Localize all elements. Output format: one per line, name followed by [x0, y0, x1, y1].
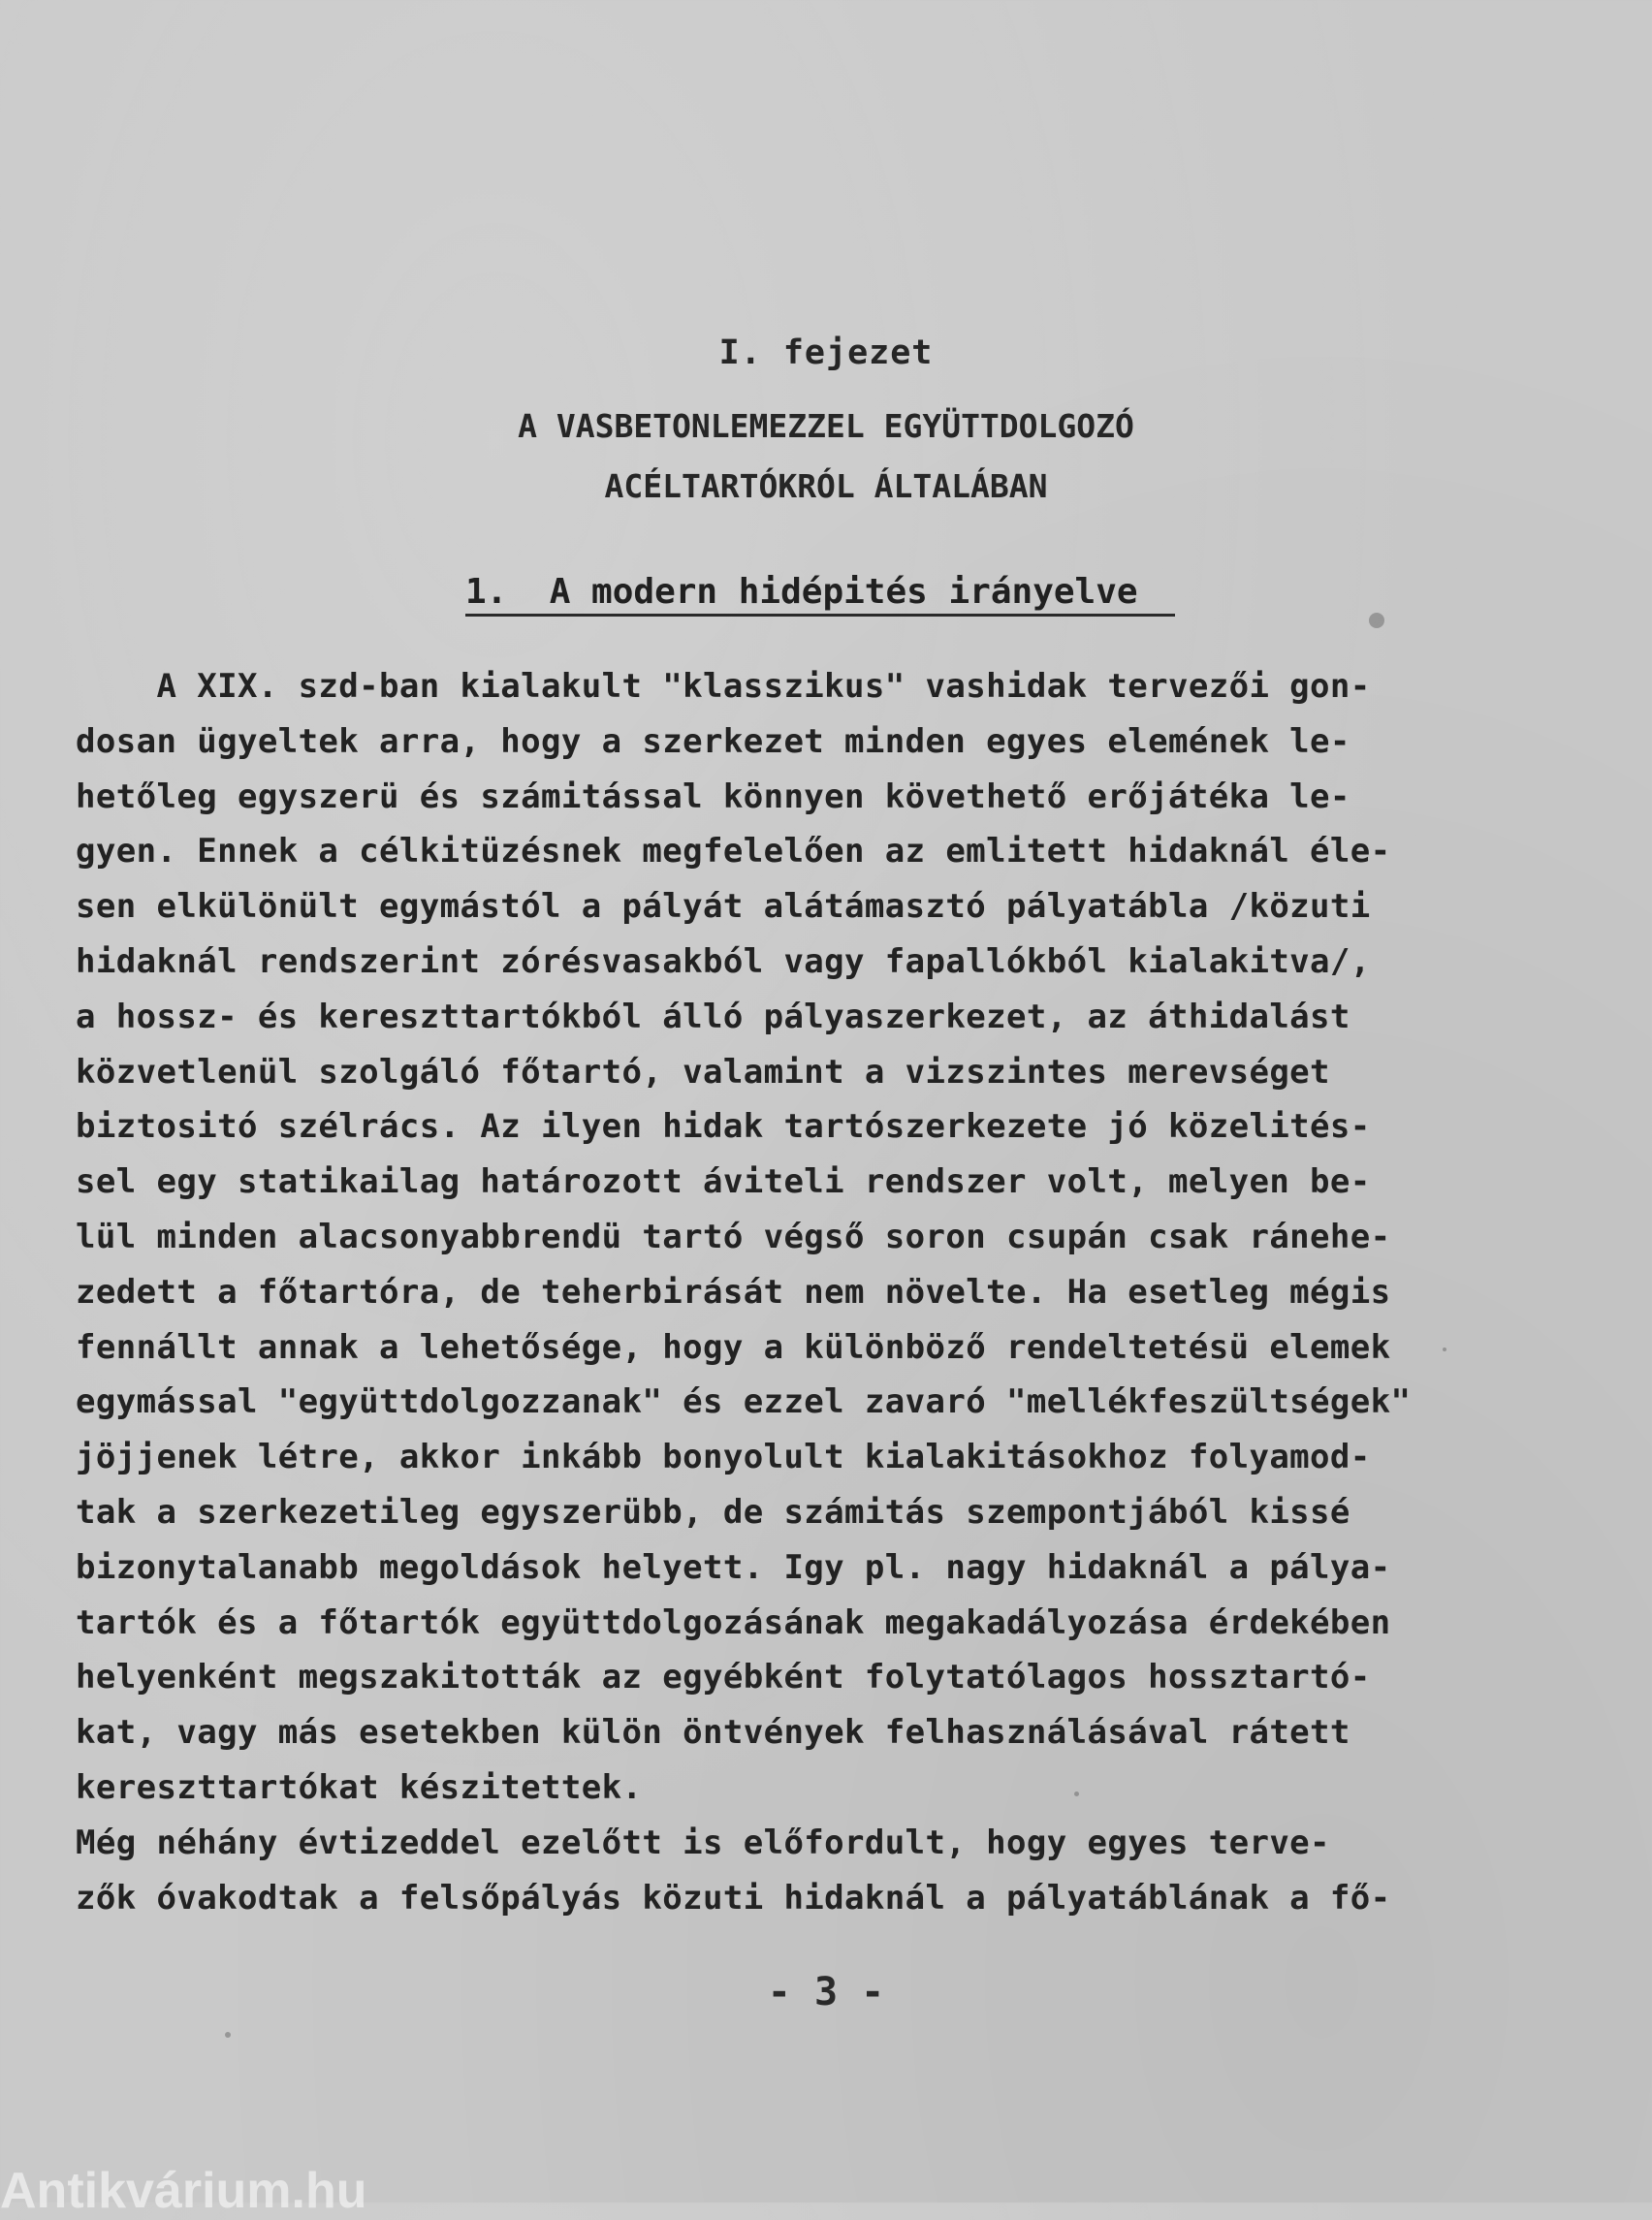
body-line: lül minden alacsonyabbrendü tartó végső soron csupán csak ránehe- [76, 1217, 1391, 1256]
page-number: - 3 - [767, 1970, 885, 2014]
body-line: helyenként megszakitották az egyébként folytatólagos hossztartó- [76, 1658, 1371, 1697]
body-line: Még néhány évtizeddel ezelőtt is előfordult, hogy egyes terve- [76, 1823, 1330, 1862]
body-line: tak a szerkezetileg egyszerübb, de számitás szempontjából kissé [76, 1492, 1350, 1532]
paper-speck [1074, 1792, 1079, 1796]
body-line: zők óvakodtak a felsőpályás közuti hidaknál a pályatáblának a fő- [76, 1878, 1391, 1918]
body-line: A XIX. szd-ban kialakult "klasszikus" vashidak tervezői gon- [76, 667, 1371, 706]
section-heading: 1. A modern hidépités irányelve [465, 572, 1175, 617]
body-line: hetőleg egyszerü és számitással könnyen követhető erőjátéka le- [76, 777, 1350, 816]
body-line: biztositó szélrács. Az ilyen hidak tartószerkezete jó közelités- [76, 1107, 1371, 1147]
body-line: hidaknál rendszerint zórésvasakból vagy fapallókból kialakitva/, [76, 941, 1371, 981]
body-line: fennállt annak a lehetősége, hogy a különböző rendeltetésü elemek [76, 1327, 1391, 1367]
body-line: sel egy statikailag határozott áviteli rendszer volt, melyen be- [76, 1162, 1371, 1202]
body-line: zedett a főtartóra, de teherbirását nem növelte. Ha esetleg mégis [76, 1272, 1391, 1312]
paper-speck [1369, 613, 1384, 628]
chapter-heading: I. fejezet [718, 333, 934, 372]
chapter-title-line-1: A VASBETONLEMEZZEL EGYÜTTDOLGOZÓ [518, 407, 1134, 445]
paper-speck [225, 2032, 231, 2038]
body-line: jöjjenek létre, akkor inkább bonyolult kialakitásokhoz folyamod- [76, 1438, 1371, 1477]
body-text [76, 659, 1540, 1925]
body-line: egymással "együttdolgozzanak" és ezzel zavaró "mellékfeszültségek" [76, 1382, 1412, 1422]
body-line: a hossz- és kereszttartókból álló pályaszerkezet, az áthidalást [76, 997, 1350, 1036]
body-line: tartók és a főtartók együttdolgozásának megakadályozása érdekében [76, 1602, 1391, 1642]
body-line: gyen. Ennek a célkitüzésnek megfelelően az emlitett hidaknál éle- [76, 832, 1391, 872]
body-line: kat, vagy más esetekben külön öntvények felhasználásával rátett [76, 1713, 1350, 1753]
paper-speck [1443, 1348, 1446, 1351]
chapter-title-line-2: ACÉLTARTÓKRÓL ÁLTALÁBAN [604, 467, 1048, 505]
body-line: dosan ügyeltek arra, hogy a szerkezet minden egyes elemének le- [76, 721, 1350, 761]
body-line: bizonytalanabb megoldások helyett. Igy pl. nagy hidaknál a pálya- [76, 1547, 1391, 1587]
body-line: kereszttartókat készitettek. [76, 1767, 643, 1807]
body-line: közvetlenül szolgáló főtartó, valamint a vizszintes merevséget [76, 1052, 1330, 1092]
watermark: Antikvárium.hu [0, 2163, 367, 2219]
body-line: sen elkülönült egymástól a pályát alátámasztó pályatábla /közuti [76, 887, 1371, 927]
